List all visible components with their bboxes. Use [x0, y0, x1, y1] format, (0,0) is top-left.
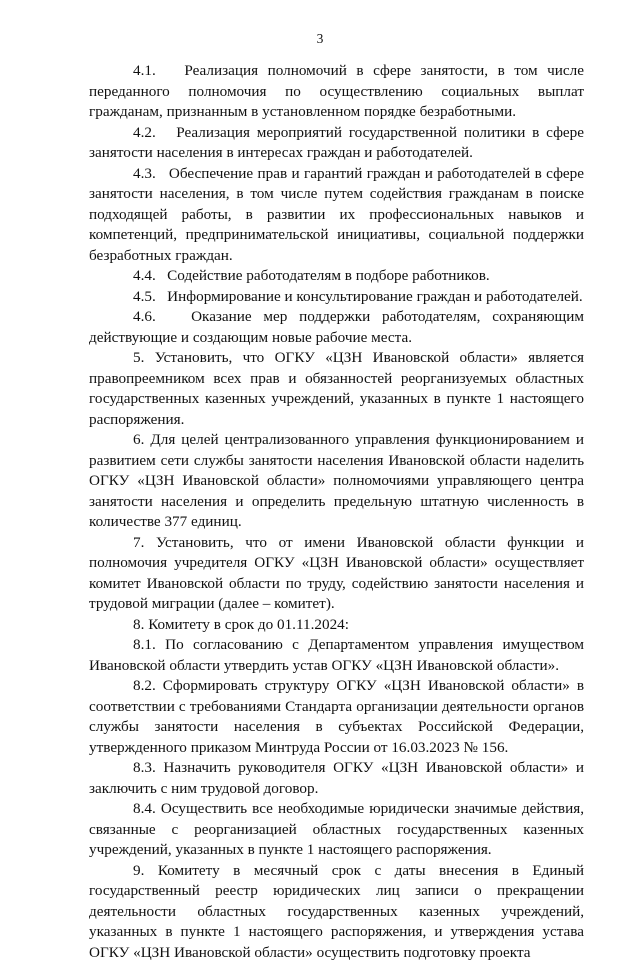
paragraph-9: 9. Комитету в месячный срок с даты внесения в Единый государственный реестр юридических лиц записи о прекращении деятельности областных государственных казенных учреждений, указанных в пункте 1 настоящего распоряжения, и утверждения устава ОГКУ «ЦЗН Ивановской области» осуществить подготовку проекта: [89, 861, 584, 963]
page-number: 3: [0, 31, 640, 47]
paragraph-8-1: 8.1. По согласованию с Департаментом управления имуществом Ивановской области утвердить устав ОГКУ «ЦЗН Ивановской области».: [89, 635, 584, 676]
paragraph-8-4: 8.4. Осуществить все необходимые юридически значимые действия, связанные с реорганизацией областных государственных казенных учреждений, указанных в пункте 1 настоящего распоряжения.: [89, 799, 584, 861]
paragraph-8: 8. Комитету в срок до 01.11.2024:: [89, 615, 584, 636]
paragraph-4-2: 4.2. Реализация мероприятий государственной политики в сфере занятости населения в интересах граждан и работодателей.: [89, 123, 584, 164]
paragraph-4-3: 4.3. Обеспечение прав и гарантий граждан и работодателей в сфере занятости населения, в том числе путем содействия гражданам в поиске подходящей работы, в развитии их профессиональных навыков и компетенций, предпринимательской инициативы, социальной поддержки безработных граждан.: [89, 164, 584, 267]
paragraph-8-3: 8.3. Назначить руководителя ОГКУ «ЦЗН Ивановской области» и заключить с ним трудовой договор.: [89, 758, 584, 799]
paragraph-8-2: 8.2. Сформировать структуру ОГКУ «ЦЗН Ивановской области» в соответствии с требованиями Стандарта организации деятельности органов службы занятости населения в субъектах Российской Федерации, утвержденного приказом Минтруда России от 16.03.2023 № 156.: [89, 676, 584, 758]
paragraph-6: 6. Для целей централизованного управления функционированием и развитием сети службы занятости населения Ивановской области наделить ОГКУ «ЦЗН Ивановской области» полномочиями управляющего центра занятости населения и определить предельную штатную численность в количестве 377 единиц.: [89, 430, 584, 533]
paragraph-4-4: 4.4. Содействие работодателям в подборе работников.: [89, 266, 584, 287]
paragraph-4-5: 4.5. Информирование и консультирование граждан и работодателей.: [89, 287, 584, 308]
paragraph-4-6: 4.6. Оказание мер поддержки работодателям, сохраняющим действующие и создающим новые рабочие места.: [89, 307, 584, 348]
paragraph-5: 5. Установить, что ОГКУ «ЦЗН Ивановской области» является правопреемником всех прав и обязанностей реорганизуемых областных государственных казенных учреждений, указанных в пункте 1 настоящего распоряжения.: [89, 348, 584, 430]
paragraph-7: 7. Установить, что от имени Ивановской области функции и полномочия учредителя ОГКУ «ЦЗН Ивановской области» осуществляет комитет Ивановской области по труду, содействию занятости населения и трудовой миграции (далее – комитет).: [89, 533, 584, 615]
paragraph-4-1: 4.1. Реализация полномочий в сфере занятости, в том числе переданного полномочия по осуществлению социальных выплат гражданам, признанным в установленном порядке безработными.: [89, 61, 584, 123]
document-body: [89, 61, 584, 963]
